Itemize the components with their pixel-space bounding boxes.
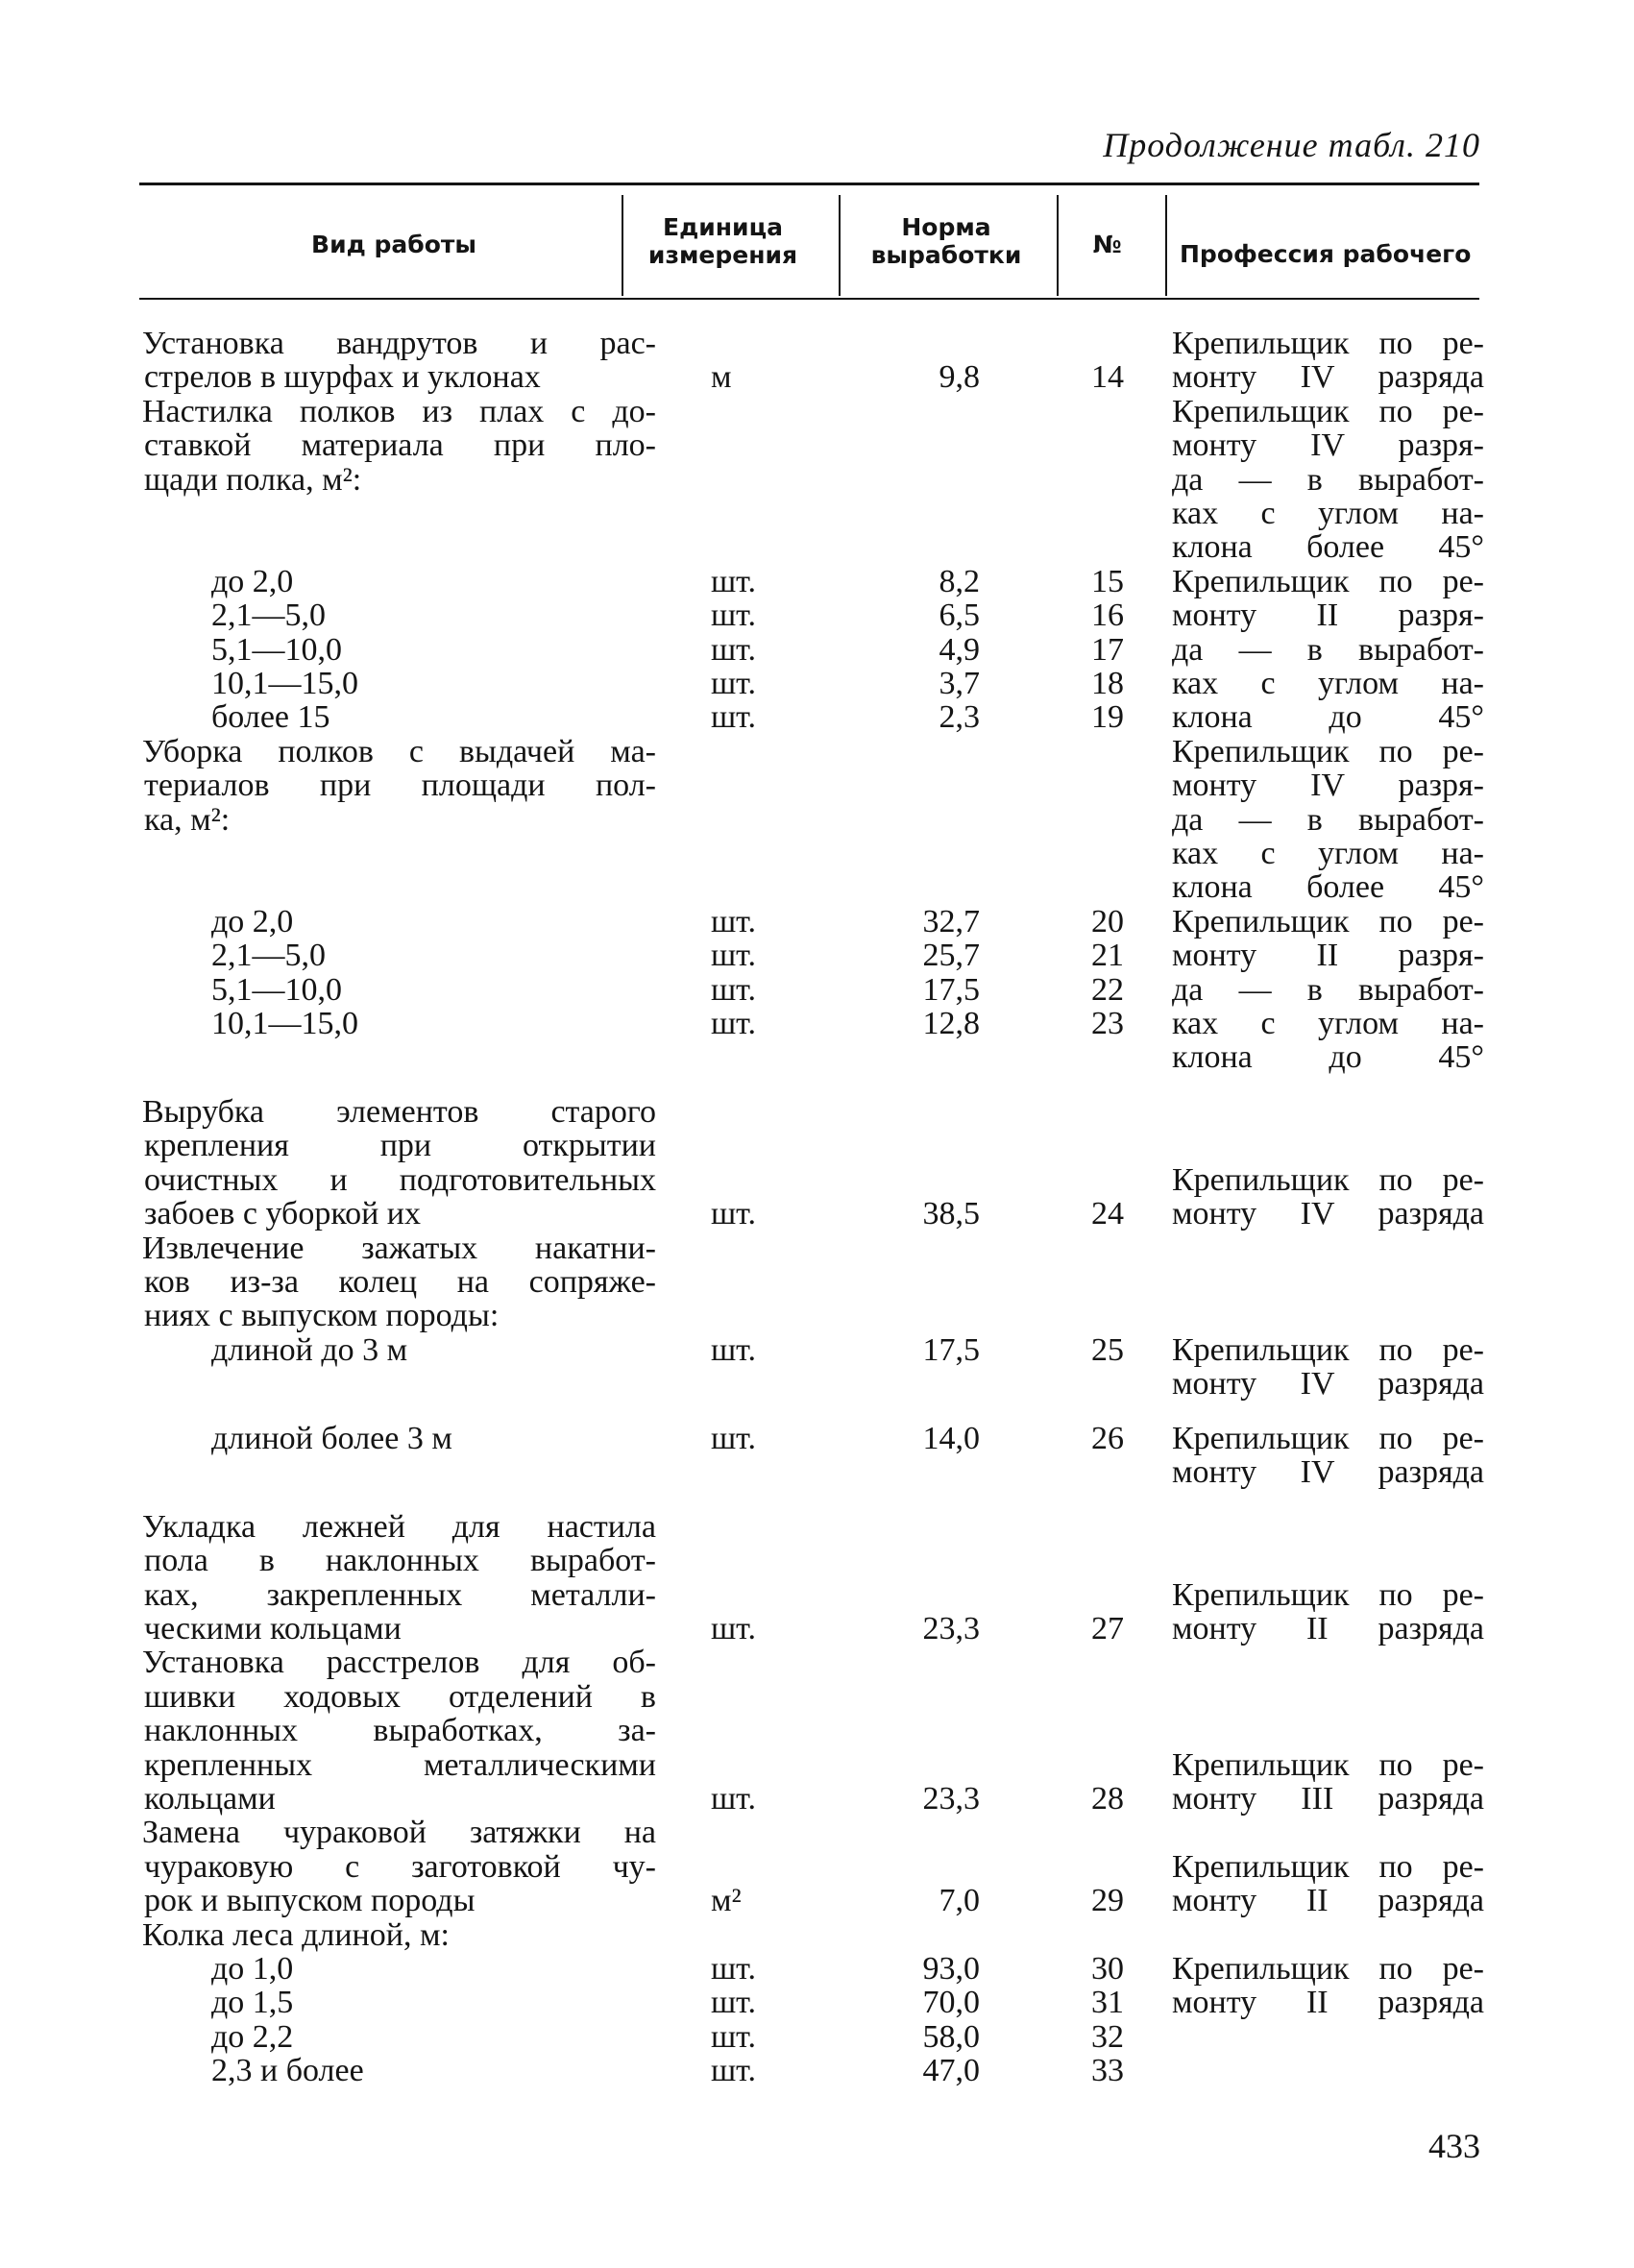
unit-cell-value: шт. (711, 597, 756, 634)
profession-line: Крепильщик по ре- (1172, 1848, 1484, 1885)
header-profession: Профессия рабочего (1180, 240, 1472, 268)
work-line: щади полка, м²: (144, 461, 362, 498)
unit-cell-value: шт. (711, 665, 756, 701)
unit-cell-value: шт. (711, 938, 756, 974)
work-line: 2,1—5,0 (211, 938, 326, 974)
header-divider-2 (839, 195, 841, 296)
work-line: ка, м²: (144, 801, 231, 838)
norm-cell-value: 17,5 (922, 1331, 980, 1368)
work-cell (142, 1422, 656, 1455)
unit-cell-value: шт. (711, 903, 756, 939)
index-cell-value: 21 (1091, 938, 1124, 974)
work-cell (142, 735, 656, 837)
unit-cell-value: шт. (711, 1781, 756, 1817)
norm-cell-value: 47,0 (922, 2053, 980, 2089)
unit-cell (711, 565, 821, 735)
profession-line: монту IV разряда (1172, 1366, 1484, 1402)
index-cell (1066, 360, 1124, 394)
index-cell-value: 29 (1091, 1883, 1124, 1919)
table-row (0, 395, 1634, 565)
work-line: ческими кольцами (144, 1611, 402, 1647)
norm-cell (836, 1333, 980, 1367)
profession-line: Крепильщик по ре- (1172, 393, 1484, 429)
profession-line: монту II разря- (1172, 938, 1484, 974)
unit-cell-value: шт. (711, 1951, 756, 1988)
work-line: длиной более 3 м (211, 1420, 452, 1456)
table-row (0, 735, 1634, 905)
work-line: 5,1—10,0 (211, 971, 342, 1008)
norm-cell-value: 70,0 (922, 1985, 980, 2021)
norm-cell-value: 12,8 (922, 1005, 980, 1041)
index-cell-value: 24 (1091, 1196, 1124, 1232)
profession-line: монту IV разряда (1172, 1454, 1484, 1491)
header-top-rule (139, 183, 1479, 185)
header-norm (850, 213, 1042, 269)
table-caption: Продолжение табл. 210 (1103, 126, 1480, 164)
work-line: Установка расстрелов для об- (142, 1645, 656, 1681)
profession-line: клона до 45° (1172, 1039, 1484, 1076)
profession-cell (1172, 1578, 1484, 1646)
work-line: 2,3 и более (211, 2053, 364, 2089)
unit-cell-value: м² (711, 1883, 742, 1919)
work-cell (142, 1333, 656, 1367)
profession-line: монту II разряда (1172, 1985, 1484, 2021)
norm-cell-value: 4,9 (939, 631, 980, 668)
norm-cell (836, 565, 980, 735)
work-line: наклонных выработках, за- (144, 1713, 656, 1749)
unit-cell-value: шт. (711, 1331, 756, 1368)
work-line: 2,1—5,0 (211, 597, 326, 634)
norm-cell-value: 23,3 (922, 1781, 980, 1817)
profession-line: Крепильщик по ре- (1172, 326, 1484, 361)
profession-line: Крепильщик по ре- (1172, 1161, 1484, 1198)
norm-cell (836, 1612, 980, 1646)
unit-cell-value: шт. (711, 563, 756, 599)
profession-cell (1172, 1163, 1484, 1232)
work-line: териалов при площади пол- (144, 768, 656, 804)
work-line: рок и выпуском породы (144, 1883, 476, 1919)
work-cell (142, 1232, 656, 1333)
index-cell-value: 33 (1091, 2053, 1124, 2089)
profession-line: ках с углом на- (1172, 495, 1484, 531)
table-row (0, 905, 1634, 1075)
header-unit-line2: измерения (647, 241, 798, 269)
index-cell (1066, 1333, 1124, 1367)
table-body (0, 327, 1634, 2088)
index-cell (1066, 1197, 1124, 1231)
work-line: более 15 (211, 699, 330, 736)
profession-line: Крепильщик по ре- (1172, 1951, 1484, 1988)
header-work: Вид работы (311, 231, 476, 258)
profession-line: ках с углом на- (1172, 665, 1484, 701)
unit-cell-value: шт. (711, 1611, 756, 1647)
norm-cell (836, 1782, 980, 1816)
work-line: до 1,5 (211, 1985, 294, 2021)
norm-cell-value: 6,5 (939, 597, 980, 634)
index-cell (1066, 1782, 1124, 1816)
norm-cell-value: 3,7 (939, 665, 980, 701)
work-line: Извлечение зажатых накатни- (142, 1230, 656, 1266)
norm-cell-value: 38,5 (922, 1196, 980, 1232)
profession-line: да — в выработ- (1172, 461, 1484, 498)
profession-line: ках с углом на- (1172, 1005, 1484, 1041)
norm-cell (836, 1952, 980, 2088)
header-divider-1 (622, 195, 623, 296)
work-cell (142, 565, 656, 735)
profession-line: клона более 45° (1172, 529, 1484, 566)
work-line: Вырубка элементов старого (142, 1094, 656, 1131)
unit-cell-value: шт. (711, 2018, 756, 2055)
work-cell (142, 1816, 656, 1917)
work-line: очистных и подготовительных (144, 1161, 656, 1198)
norm-cell-value: 9,8 (939, 359, 980, 396)
unit-cell (711, 1884, 821, 1917)
index-cell-value: 31 (1091, 1985, 1124, 2021)
profession-line: Крепильщик по ре- (1172, 733, 1484, 769)
header-divider-3 (1057, 195, 1059, 296)
unit-cell-value: шт. (711, 1005, 756, 1041)
profession-line: монту IV разряда (1172, 359, 1484, 396)
work-line: ках, закрепленных металли- (144, 1576, 656, 1613)
profession-line: монту II разряда (1172, 1883, 1484, 1919)
work-cell (142, 327, 656, 395)
work-line: крепленных металлическими (144, 1746, 656, 1783)
work-line: крепления при открытии (144, 1128, 656, 1164)
header-bottom-rule (139, 298, 1479, 300)
profession-line: клона до 45° (1172, 699, 1484, 736)
unit-cell-value: шт. (711, 1420, 756, 1456)
work-line: до 2,0 (211, 563, 294, 599)
index-cell-value: 15 (1091, 563, 1124, 599)
work-line: ков из-за колец на сопряже- (144, 1264, 656, 1301)
header-unit (634, 213, 812, 269)
norm-cell (836, 360, 980, 394)
work-cell (142, 1952, 656, 2088)
work-line: пола в наклонных выработ- (144, 1543, 656, 1579)
index-cell-value: 23 (1091, 1005, 1124, 1041)
work-line: забоев с уборкой их (144, 1196, 422, 1232)
norm-cell (836, 905, 980, 1041)
profession-cell (1172, 1422, 1484, 1490)
index-cell-value: 25 (1091, 1331, 1124, 1368)
work-line: ставкой материала при пло- (144, 427, 656, 464)
unit-cell-value: шт. (711, 971, 756, 1008)
norm-cell-value: 32,7 (922, 903, 980, 939)
index-cell (1066, 1422, 1124, 1455)
index-cell-value: 32 (1091, 2018, 1124, 2055)
index-cell-value: 19 (1091, 699, 1124, 736)
work-line: 10,1—15,0 (211, 1005, 358, 1041)
header-divider-4 (1165, 195, 1167, 296)
unit-cell (711, 360, 821, 394)
index-cell (1066, 565, 1124, 735)
work-line: Установка вандрутов и рас- (142, 326, 656, 361)
profession-line: Крепильщик по ре- (1172, 563, 1484, 599)
work-line: Замена чураковой затяжки на (142, 1815, 656, 1851)
profession-line: Крепильщик по ре- (1172, 1746, 1484, 1783)
profession-cell (1172, 327, 1484, 395)
norm-cell-value: 23,3 (922, 1611, 980, 1647)
work-line: 10,1—15,0 (211, 665, 358, 701)
norm-cell-value: 17,5 (922, 971, 980, 1008)
work-line: 5,1—10,0 (211, 631, 342, 668)
index-cell-value: 17 (1091, 631, 1124, 668)
unit-cell-value: шт. (711, 1196, 756, 1232)
norm-cell-value: 2,3 (939, 699, 980, 736)
unit-cell-value: шт. (711, 631, 756, 668)
table-row (0, 1232, 1634, 1333)
table-row (0, 1816, 1634, 1917)
work-line: до 1,0 (211, 1951, 294, 1988)
work-cell (142, 1918, 656, 1952)
table-row (0, 1422, 1634, 1490)
unit-cell (711, 1333, 821, 1367)
table-row (0, 1646, 1634, 1816)
norm-cell-value: 8,2 (939, 563, 980, 599)
unit-cell (711, 1612, 821, 1646)
header-norm-line2: выработки (870, 241, 1022, 269)
header-norm-line1: Норма (901, 213, 991, 241)
norm-cell (836, 1884, 980, 1917)
norm-cell-value: 25,7 (922, 938, 980, 974)
profession-line: монту II разряда (1172, 1611, 1484, 1647)
table-row (0, 327, 1634, 395)
work-line: шивки ходовых отделений в (144, 1678, 656, 1715)
work-line: ниях с выпуском породы: (144, 1298, 500, 1334)
unit-cell-value: м (711, 359, 732, 396)
profession-line: монту IV разряда (1172, 1196, 1484, 1232)
unit-cell (711, 1422, 821, 1455)
table-header (0, 213, 1634, 300)
norm-cell (836, 1197, 980, 1231)
work-line: стрелов в шурфах и уклонах (144, 359, 541, 396)
profession-cell (1172, 1850, 1484, 1918)
table-row (0, 565, 1634, 735)
unit-cell (711, 1782, 821, 1816)
profession-line: да — в выработ- (1172, 631, 1484, 668)
index-cell-value: 30 (1091, 1951, 1124, 1988)
profession-line: монту II разря- (1172, 597, 1484, 634)
profession-cell (1172, 395, 1484, 565)
table-row (0, 1510, 1634, 1646)
profession-line: Крепильщик по ре- (1172, 1576, 1484, 1613)
index-cell-value: 18 (1091, 665, 1124, 701)
index-cell-value: 20 (1091, 903, 1124, 939)
work-cell (142, 1510, 656, 1646)
profession-line: да — в выработ- (1172, 971, 1484, 1008)
unit-cell-value: шт. (711, 1985, 756, 2021)
work-line: Колка леса длиной, м: (142, 1916, 450, 1953)
profession-line: монту III разряда (1172, 1781, 1484, 1817)
index-cell-value: 16 (1091, 597, 1124, 634)
work-line: чураковую с заготовкой чу- (144, 1848, 656, 1885)
norm-cell-value: 14,0 (922, 1420, 980, 1456)
norm-cell-value: 7,0 (939, 1883, 980, 1919)
work-line: Уборка полков с выдачей ма- (142, 733, 656, 769)
unit-cell (711, 905, 821, 1041)
index-cell (1066, 1952, 1124, 2088)
index-cell (1066, 1884, 1124, 1917)
header-index: № (1092, 231, 1122, 258)
work-cell (142, 1646, 656, 1816)
work-line: Укладка лежней для настила (142, 1508, 656, 1545)
index-cell-value: 26 (1091, 1420, 1124, 1456)
profession-line: да — в выработ- (1172, 801, 1484, 838)
work-line: кольцами (144, 1781, 276, 1817)
unit-cell-value: шт. (711, 699, 756, 736)
index-cell-value: 28 (1091, 1781, 1124, 1817)
work-cell (142, 905, 656, 1041)
profession-cell (1172, 905, 1484, 1075)
unit-cell (711, 1952, 821, 2088)
index-cell (1066, 1612, 1124, 1646)
table-row (0, 1095, 1634, 1232)
table-row (0, 1918, 1634, 1952)
profession-line: ках с углом на- (1172, 835, 1484, 871)
header-unit-line1: Единица (663, 213, 783, 241)
index-cell-value: 22 (1091, 971, 1124, 1008)
work-line: до 2,0 (211, 903, 294, 939)
table-row (0, 1333, 1634, 1402)
index-cell-value: 14 (1091, 359, 1124, 396)
profession-cell (1172, 565, 1484, 735)
profession-line: клона более 45° (1172, 869, 1484, 906)
profession-line: монту IV разря- (1172, 427, 1484, 464)
norm-cell-value: 58,0 (922, 2018, 980, 2055)
norm-cell (836, 1422, 980, 1455)
work-line: длиной до 3 м (211, 1331, 408, 1368)
work-line: до 2,2 (211, 2018, 294, 2055)
profession-cell (1172, 1952, 1484, 2020)
profession-line: Крепильщик по ре- (1172, 903, 1484, 939)
unit-cell-value: шт. (711, 2053, 756, 2089)
profession-cell (1172, 1333, 1484, 1402)
index-cell (1066, 905, 1124, 1041)
profession-cell (1172, 1748, 1484, 1817)
profession-cell (1172, 735, 1484, 905)
profession-line: монту IV разря- (1172, 768, 1484, 804)
work-cell (142, 395, 656, 497)
profession-line: Крепильщик по ре- (1172, 1331, 1484, 1368)
index-cell-value: 27 (1091, 1611, 1124, 1647)
work-cell (142, 1095, 656, 1232)
page-number: 433 (1428, 2127, 1480, 2165)
work-line: Настилка полков из плах с до- (142, 393, 656, 429)
norm-cell-value: 93,0 (922, 1951, 980, 1988)
table-row (0, 1952, 1634, 2088)
profession-line: Крепильщик по ре- (1172, 1420, 1484, 1456)
unit-cell (711, 1197, 821, 1231)
